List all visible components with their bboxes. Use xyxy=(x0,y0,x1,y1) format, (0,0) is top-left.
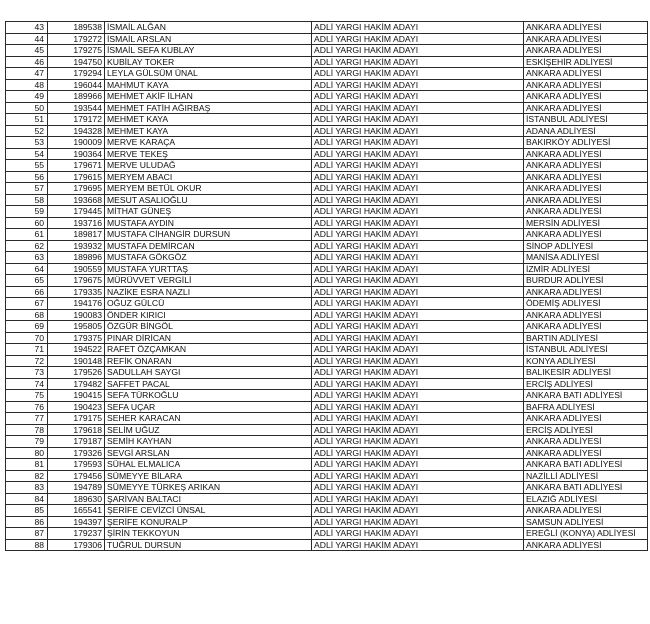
courthouse-cell: MERSİN ADLİYESİ xyxy=(524,217,648,229)
position-title-cell: ADLİ YARGI HAKİM ADAYI xyxy=(312,114,524,126)
full-name-cell: MİTHAT GÜNEŞ xyxy=(105,206,312,218)
courthouse-cell: BAFRA ADLİYESİ xyxy=(524,401,648,413)
candidate-table xyxy=(5,21,648,551)
position-title-cell: ADLİ YARGI HAKİM ADAYI xyxy=(312,309,524,321)
registry-number-cell: 179172 xyxy=(48,114,105,126)
table-row xyxy=(6,275,648,287)
row-number-cell: 57 xyxy=(6,183,48,195)
full-name-cell: NAZİKE ESRA NAZLI xyxy=(105,286,312,298)
position-title-cell: ADLİ YARGI HAKİM ADAYI xyxy=(312,229,524,241)
registry-number-cell: 179275 xyxy=(48,45,105,57)
row-number-cell: 87 xyxy=(6,528,48,540)
position-title-cell: ADLİ YARGI HAKİM ADAYI xyxy=(312,33,524,45)
courthouse-cell: BALIKESİR ADLİYESİ xyxy=(524,367,648,379)
full-name-cell: SEFA UÇAR xyxy=(105,401,312,413)
table-row xyxy=(6,91,648,103)
courthouse-cell: ANKARA ADLİYESİ xyxy=(524,539,648,551)
registry-number-cell: 194789 xyxy=(48,482,105,494)
row-number-cell: 43 xyxy=(6,22,48,34)
registry-number-cell: 189630 xyxy=(48,493,105,505)
registry-number-cell: 194328 xyxy=(48,125,105,137)
row-number-cell: 65 xyxy=(6,275,48,287)
table-row xyxy=(6,240,648,252)
position-title-cell: ADLİ YARGI HAKİM ADAYI xyxy=(312,493,524,505)
full-name-cell: RAFET ÖZÇAMKAN xyxy=(105,344,312,356)
row-number-cell: 47 xyxy=(6,68,48,80)
position-title-cell: ADLİ YARGI HAKİM ADAYI xyxy=(312,378,524,390)
position-title-cell: ADLİ YARGI HAKİM ADAYI xyxy=(312,436,524,448)
registry-number-cell: 193716 xyxy=(48,217,105,229)
full-name-cell: MESUT ASALIOĞLU xyxy=(105,194,312,206)
registry-number-cell: 190364 xyxy=(48,148,105,160)
position-title-cell: ADLİ YARGI HAKİM ADAYI xyxy=(312,539,524,551)
position-title-cell: ADLİ YARGI HAKİM ADAYI xyxy=(312,470,524,482)
full-name-cell: KUBİLAY TOKER xyxy=(105,56,312,68)
courthouse-cell: ANKARA ADLİYESİ xyxy=(524,505,648,517)
row-number-cell: 76 xyxy=(6,401,48,413)
registry-number-cell: 179306 xyxy=(48,539,105,551)
full-name-cell: SÜMEYYE TÜRKEŞ ARIKAN xyxy=(105,482,312,494)
table-row xyxy=(6,45,648,57)
table-row xyxy=(6,56,648,68)
row-number-cell: 72 xyxy=(6,355,48,367)
courthouse-cell: ÖDEMİŞ ADLİYESİ xyxy=(524,298,648,310)
position-title-cell: ADLİ YARGI HAKİM ADAYI xyxy=(312,91,524,103)
registry-number-cell: 179695 xyxy=(48,183,105,195)
courthouse-cell: ANKARA ADLİYESİ xyxy=(524,160,648,172)
full-name-cell: ÖNDER KIRICI xyxy=(105,309,312,321)
row-number-cell: 79 xyxy=(6,436,48,448)
courthouse-cell: ELAZIĞ ADLİYESİ xyxy=(524,493,648,505)
courthouse-cell: ANKARA ADLİYESİ xyxy=(524,229,648,241)
full-name-cell: ŞERİFE KONURALP xyxy=(105,516,312,528)
full-name-cell: MERYEM ABACI xyxy=(105,171,312,183)
full-name-cell: MERYEM BETÜL OKUR xyxy=(105,183,312,195)
row-number-cell: 60 xyxy=(6,217,48,229)
table-row xyxy=(6,390,648,402)
courthouse-cell: İZMİR ADLİYESİ xyxy=(524,263,648,275)
courthouse-cell: EREĞLİ (KONYA) ADLİYESİ xyxy=(524,528,648,540)
table-row xyxy=(6,378,648,390)
position-title-cell: ADLİ YARGI HAKİM ADAYI xyxy=(312,56,524,68)
registry-number-cell: 179326 xyxy=(48,447,105,459)
table-row xyxy=(6,528,648,540)
position-title-cell: ADLİ YARGI HAKİM ADAYI xyxy=(312,286,524,298)
table-row xyxy=(6,401,648,413)
courthouse-cell: ANKARA ADLİYESİ xyxy=(524,194,648,206)
table-row xyxy=(6,539,648,551)
table-row xyxy=(6,22,648,34)
courthouse-cell: SİNOP ADLİYESİ xyxy=(524,240,648,252)
full-name-cell: SAFFET PACAL xyxy=(105,378,312,390)
position-title-cell: ADLİ YARGI HAKİM ADAYI xyxy=(312,447,524,459)
table-row xyxy=(6,505,648,517)
registry-number-cell: 194176 xyxy=(48,298,105,310)
full-name-cell: MEHMET KAYA xyxy=(105,125,312,137)
position-title-cell: ADLİ YARGI HAKİM ADAYI xyxy=(312,183,524,195)
registry-number-cell: 195805 xyxy=(48,321,105,333)
table-row xyxy=(6,160,648,172)
row-number-cell: 66 xyxy=(6,286,48,298)
row-number-cell: 83 xyxy=(6,482,48,494)
position-title-cell: ADLİ YARGI HAKİM ADAYI xyxy=(312,516,524,528)
table-row xyxy=(6,470,648,482)
full-name-cell: ŞİRİN TEKKOYUN xyxy=(105,528,312,540)
courthouse-cell: ANKARA BATI ADLİYESİ xyxy=(524,390,648,402)
registry-number-cell: 179272 xyxy=(48,33,105,45)
registry-number-cell: 179671 xyxy=(48,160,105,172)
full-name-cell: MUSTAFA AYDIN xyxy=(105,217,312,229)
position-title-cell: ADLİ YARGI HAKİM ADAYI xyxy=(312,505,524,517)
courthouse-cell: ANKARA ADLİYESİ xyxy=(524,91,648,103)
courthouse-cell: ANKARA ADLİYESİ xyxy=(524,309,648,321)
row-number-cell: 44 xyxy=(6,33,48,45)
row-number-cell: 52 xyxy=(6,125,48,137)
position-title-cell: ADLİ YARGI HAKİM ADAYI xyxy=(312,137,524,149)
registry-number-cell: 179482 xyxy=(48,378,105,390)
registry-number-cell: 194750 xyxy=(48,56,105,68)
table-row xyxy=(6,102,648,114)
row-number-cell: 49 xyxy=(6,91,48,103)
full-name-cell: İSMAİL ALĞAN xyxy=(105,22,312,34)
table-row xyxy=(6,367,648,379)
courthouse-cell: BAKIRKÖY ADLİYESİ xyxy=(524,137,648,149)
table-row xyxy=(6,229,648,241)
table-row xyxy=(6,298,648,310)
full-name-cell: MERVE ULUDAĞ xyxy=(105,160,312,172)
table-row xyxy=(6,114,648,126)
position-title-cell: ADLİ YARGI HAKİM ADAYI xyxy=(312,482,524,494)
row-number-cell: 64 xyxy=(6,263,48,275)
courthouse-cell: NAZİLLİ ADLİYESİ xyxy=(524,470,648,482)
position-title-cell: ADLİ YARGI HAKİM ADAYI xyxy=(312,171,524,183)
table-row xyxy=(6,252,648,264)
registry-number-cell: 179675 xyxy=(48,275,105,287)
position-title-cell: ADLİ YARGI HAKİM ADAYI xyxy=(312,160,524,172)
courthouse-cell: ANKARA ADLİYESİ xyxy=(524,183,648,195)
full-name-cell: PINAR DİRİCAN xyxy=(105,332,312,344)
courthouse-cell: KONYA ADLİYESİ xyxy=(524,355,648,367)
courthouse-cell: MANİSA ADLİYESİ xyxy=(524,252,648,264)
registry-number-cell: 190083 xyxy=(48,309,105,321)
courthouse-cell: ERCİŞ ADLİYESİ xyxy=(524,378,648,390)
row-number-cell: 86 xyxy=(6,516,48,528)
registry-number-cell: 190415 xyxy=(48,390,105,402)
table-row xyxy=(6,344,648,356)
full-name-cell: LEYLA GÜLSÜM ÜNAL xyxy=(105,68,312,80)
courthouse-cell: İSTANBUL ADLİYESİ xyxy=(524,344,648,356)
full-name-cell: SEVGİ ARSLAN xyxy=(105,447,312,459)
full-name-cell: MÜRÜVVET VERGİLİ xyxy=(105,275,312,287)
table-row xyxy=(6,424,648,436)
full-name-cell: SADULLAH SAYGI xyxy=(105,367,312,379)
table-row xyxy=(6,217,648,229)
registry-number-cell: 179237 xyxy=(48,528,105,540)
courthouse-cell: ANKARA ADLİYESİ xyxy=(524,148,648,160)
full-name-cell: SELİM UĞUZ xyxy=(105,424,312,436)
courthouse-cell: ADANA ADLİYESİ xyxy=(524,125,648,137)
registry-number-cell: 194397 xyxy=(48,516,105,528)
position-title-cell: ADLİ YARGI HAKİM ADAYI xyxy=(312,275,524,287)
position-title-cell: ADLİ YARGI HAKİM ADAYI xyxy=(312,321,524,333)
position-title-cell: ADLİ YARGI HAKİM ADAYI xyxy=(312,401,524,413)
full-name-cell: İSMAİL ARSLAN xyxy=(105,33,312,45)
registry-number-cell: 179175 xyxy=(48,413,105,425)
courthouse-cell: ANKARA ADLİYESİ xyxy=(524,447,648,459)
table-row xyxy=(6,79,648,91)
row-number-cell: 45 xyxy=(6,45,48,57)
courthouse-cell: ANKARA ADLİYESİ xyxy=(524,321,648,333)
full-name-cell: SÜHAL ELMALICA xyxy=(105,459,312,471)
row-number-cell: 71 xyxy=(6,344,48,356)
courthouse-cell: ANKARA ADLİYESİ xyxy=(524,22,648,34)
row-number-cell: 63 xyxy=(6,252,48,264)
table-row xyxy=(6,183,648,195)
table-row xyxy=(6,436,648,448)
courthouse-cell: ERCİŞ ADLİYESİ xyxy=(524,424,648,436)
courthouse-cell: ANKARA ADLİYESİ xyxy=(524,413,648,425)
full-name-cell: MUSTAFA YURTTAŞ xyxy=(105,263,312,275)
table-row xyxy=(6,493,648,505)
row-number-cell: 74 xyxy=(6,378,48,390)
courthouse-cell: ANKARA ADLİYESİ xyxy=(524,33,648,45)
full-name-cell: MERVE TEKEŞ xyxy=(105,148,312,160)
position-title-cell: ADLİ YARGI HAKİM ADAYI xyxy=(312,355,524,367)
registry-number-cell: 179187 xyxy=(48,436,105,448)
courthouse-cell: ANKARA ADLİYESİ xyxy=(524,102,648,114)
full-name-cell: REFİK ONARAN xyxy=(105,355,312,367)
full-name-cell: SEHER KARACAN xyxy=(105,413,312,425)
full-name-cell: MERVE KARAÇA xyxy=(105,137,312,149)
registry-number-cell: 179375 xyxy=(48,332,105,344)
registry-number-cell: 179335 xyxy=(48,286,105,298)
row-number-cell: 51 xyxy=(6,114,48,126)
position-title-cell: ADLİ YARGI HAKİM ADAYI xyxy=(312,217,524,229)
table-row xyxy=(6,194,648,206)
table-row xyxy=(6,171,648,183)
table-row xyxy=(6,286,648,298)
full-name-cell: İSMAİL SEFA KUBLAY xyxy=(105,45,312,57)
row-number-cell: 61 xyxy=(6,229,48,241)
courthouse-cell: SAMSUN ADLİYESİ xyxy=(524,516,648,528)
row-number-cell: 62 xyxy=(6,240,48,252)
table-row xyxy=(6,125,648,137)
candidate-table-body xyxy=(6,22,648,551)
row-number-cell: 53 xyxy=(6,137,48,149)
table-row xyxy=(6,355,648,367)
full-name-cell: MAHMUT KAYA xyxy=(105,79,312,91)
full-name-cell: SEFA TÜRKOĞLU xyxy=(105,390,312,402)
courthouse-cell: BURDUR ADLİYESİ xyxy=(524,275,648,287)
row-number-cell: 84 xyxy=(6,493,48,505)
full-name-cell: ŞERİFE CEVİZCİ ÜNSAL xyxy=(105,505,312,517)
row-number-cell: 77 xyxy=(6,413,48,425)
registry-number-cell: 194522 xyxy=(48,344,105,356)
full-name-cell: SEMİH KAYHAN xyxy=(105,436,312,448)
table-row xyxy=(6,413,648,425)
row-number-cell: 68 xyxy=(6,309,48,321)
row-number-cell: 54 xyxy=(6,148,48,160)
row-number-cell: 56 xyxy=(6,171,48,183)
registry-number-cell: 189896 xyxy=(48,252,105,264)
registry-number-cell: 193544 xyxy=(48,102,105,114)
position-title-cell: ADLİ YARGI HAKİM ADAYI xyxy=(312,424,524,436)
row-number-cell: 58 xyxy=(6,194,48,206)
row-number-cell: 88 xyxy=(6,539,48,551)
table-row xyxy=(6,68,648,80)
position-title-cell: ADLİ YARGI HAKİM ADAYI xyxy=(312,79,524,91)
row-number-cell: 67 xyxy=(6,298,48,310)
row-number-cell: 48 xyxy=(6,79,48,91)
position-title-cell: ADLİ YARGI HAKİM ADAYI xyxy=(312,125,524,137)
row-number-cell: 78 xyxy=(6,424,48,436)
position-title-cell: ADLİ YARGI HAKİM ADAYI xyxy=(312,240,524,252)
registry-number-cell: 189817 xyxy=(48,229,105,241)
courthouse-cell: ANKARA ADLİYESİ xyxy=(524,68,648,80)
row-number-cell: 73 xyxy=(6,367,48,379)
row-number-cell: 82 xyxy=(6,470,48,482)
registry-number-cell: 179593 xyxy=(48,459,105,471)
position-title-cell: ADLİ YARGI HAKİM ADAYI xyxy=(312,45,524,57)
courthouse-cell: ANKARA ADLİYESİ xyxy=(524,286,648,298)
table-row xyxy=(6,33,648,45)
registry-number-cell: 179526 xyxy=(48,367,105,379)
registry-number-cell: 193668 xyxy=(48,194,105,206)
courthouse-cell: BARTIN ADLİYESİ xyxy=(524,332,648,344)
row-number-cell: 46 xyxy=(6,56,48,68)
position-title-cell: ADLİ YARGI HAKİM ADAYI xyxy=(312,206,524,218)
table-row xyxy=(6,137,648,149)
row-number-cell: 69 xyxy=(6,321,48,333)
table-row xyxy=(6,321,648,333)
registry-number-cell: 189538 xyxy=(48,22,105,34)
full-name-cell: OĞUZ GÜLCÜ xyxy=(105,298,312,310)
position-title-cell: ADLİ YARGI HAKİM ADAYI xyxy=(312,332,524,344)
full-name-cell: MEHMET AKİF İLHAN xyxy=(105,91,312,103)
registry-number-cell: 189966 xyxy=(48,91,105,103)
row-number-cell: 55 xyxy=(6,160,48,172)
row-number-cell: 50 xyxy=(6,102,48,114)
registry-number-cell: 179615 xyxy=(48,171,105,183)
position-title-cell: ADLİ YARGI HAKİM ADAYI xyxy=(312,390,524,402)
full-name-cell: TUĞRUL DURSUN xyxy=(105,539,312,551)
row-number-cell: 59 xyxy=(6,206,48,218)
position-title-cell: ADLİ YARGI HAKİM ADAYI xyxy=(312,263,524,275)
full-name-cell: SÜMEYYE BİLARA xyxy=(105,470,312,482)
position-title-cell: ADLİ YARGI HAKİM ADAYI xyxy=(312,252,524,264)
registry-number-cell: 190148 xyxy=(48,355,105,367)
position-title-cell: ADLİ YARGI HAKİM ADAYI xyxy=(312,298,524,310)
full-name-cell: MUSTAFA GÖKGÖZ xyxy=(105,252,312,264)
row-number-cell: 81 xyxy=(6,459,48,471)
position-title-cell: ADLİ YARGI HAKİM ADAYI xyxy=(312,102,524,114)
position-title-cell: ADLİ YARGI HAKİM ADAYI xyxy=(312,194,524,206)
table-row xyxy=(6,332,648,344)
row-number-cell: 70 xyxy=(6,332,48,344)
registry-number-cell: 190559 xyxy=(48,263,105,275)
table-row xyxy=(6,516,648,528)
courthouse-cell: İSTANBUL ADLİYESİ xyxy=(524,114,648,126)
courthouse-cell: ANKARA ADLİYESİ xyxy=(524,436,648,448)
position-title-cell: ADLİ YARGI HAKİM ADAYI xyxy=(312,459,524,471)
position-title-cell: ADLİ YARGI HAKİM ADAYI xyxy=(312,413,524,425)
table-row xyxy=(6,482,648,494)
courthouse-cell: ANKARA ADLİYESİ xyxy=(524,79,648,91)
registry-number-cell: 190423 xyxy=(48,401,105,413)
row-number-cell: 80 xyxy=(6,447,48,459)
courthouse-cell: ANKARA BATI ADLİYESİ xyxy=(524,459,648,471)
full-name-cell: MEHMET FATİH AĞIRBAŞ xyxy=(105,102,312,114)
table-row xyxy=(6,206,648,218)
registry-number-cell: 179456 xyxy=(48,470,105,482)
registry-number-cell: 179618 xyxy=(48,424,105,436)
position-title-cell: ADLİ YARGI HAKİM ADAYI xyxy=(312,68,524,80)
table-row xyxy=(6,459,648,471)
position-title-cell: ADLİ YARGI HAKİM ADAYI xyxy=(312,148,524,160)
courthouse-cell: ANKARA ADLİYESİ xyxy=(524,171,648,183)
position-title-cell: ADLİ YARGI HAKİM ADAYI xyxy=(312,367,524,379)
registry-number-cell: 190009 xyxy=(48,137,105,149)
full-name-cell: ŞARİVAN BALTACI xyxy=(105,493,312,505)
registry-number-cell: 179294 xyxy=(48,68,105,80)
registry-number-cell: 179445 xyxy=(48,206,105,218)
courthouse-cell: ESKİŞEHİR ADLİYESİ xyxy=(524,56,648,68)
courthouse-cell: ANKARA ADLİYESİ xyxy=(524,206,648,218)
position-title-cell: ADLİ YARGI HAKİM ADAYI xyxy=(312,344,524,356)
courthouse-cell: ANKARA BATI ADLİYESİ xyxy=(524,482,648,494)
row-number-cell: 85 xyxy=(6,505,48,517)
registry-number-cell: 193932 xyxy=(48,240,105,252)
table-row xyxy=(6,447,648,459)
courthouse-cell: ANKARA ADLİYESİ xyxy=(524,45,648,57)
position-title-cell: ADLİ YARGI HAKİM ADAYI xyxy=(312,22,524,34)
position-title-cell: ADLİ YARGI HAKİM ADAYI xyxy=(312,528,524,540)
full-name-cell: MUSTAFA DEMİRCAN xyxy=(105,240,312,252)
registry-number-cell: 196044 xyxy=(48,79,105,91)
table-row xyxy=(6,148,648,160)
table-row xyxy=(6,263,648,275)
full-name-cell: MUSTAFA CİHANGİR DURSUN xyxy=(105,229,312,241)
row-number-cell: 75 xyxy=(6,390,48,402)
registry-number-cell: 165541 xyxy=(48,505,105,517)
full-name-cell: ÖZGÜR BİNGÖL xyxy=(105,321,312,333)
full-name-cell: MEHMET KAYA xyxy=(105,114,312,126)
table-row xyxy=(6,309,648,321)
